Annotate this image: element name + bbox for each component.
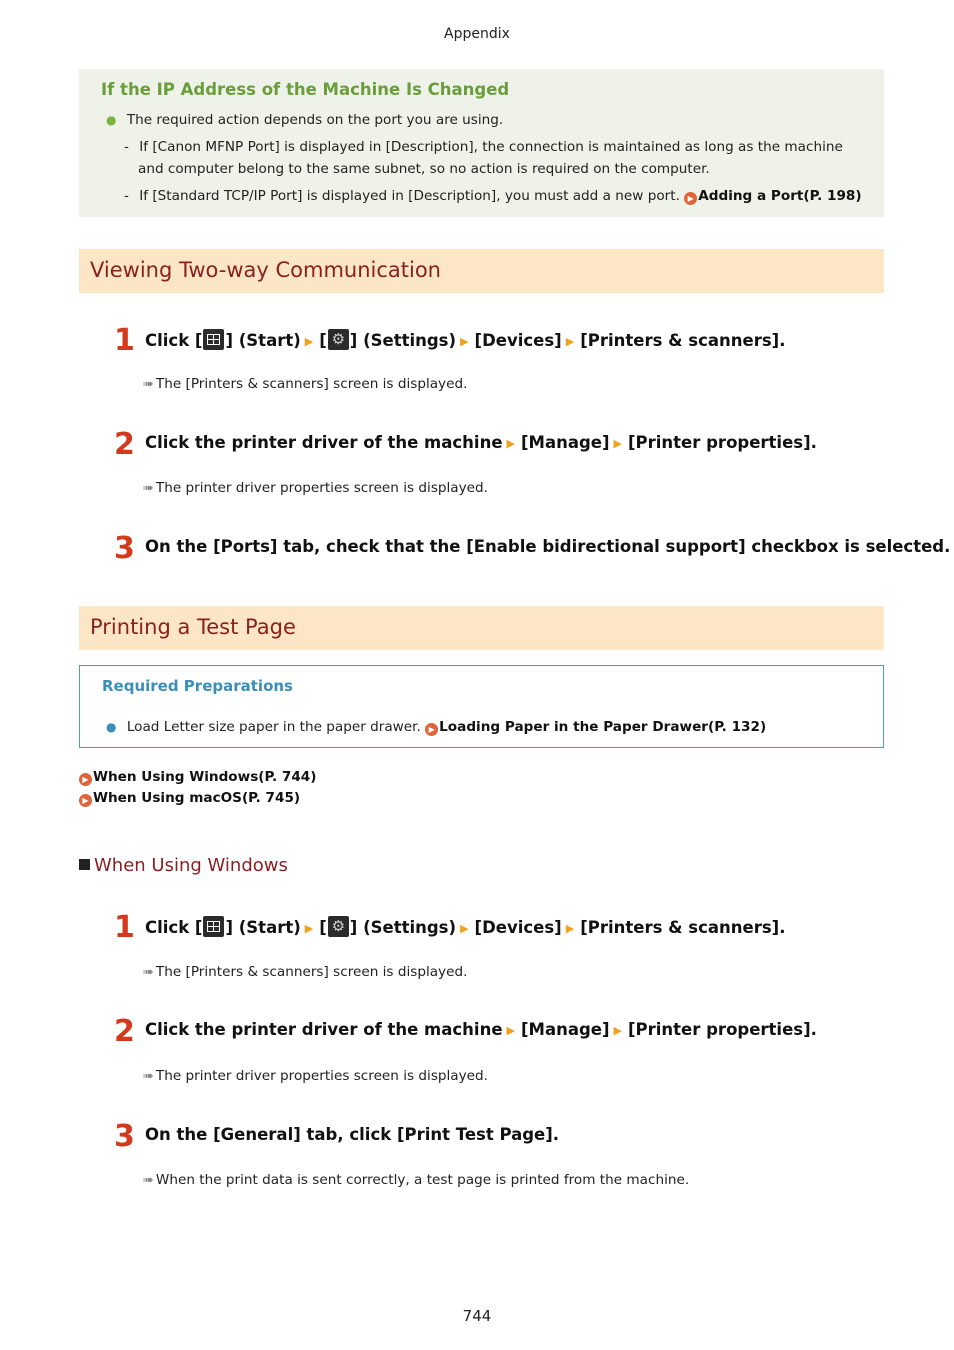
link-when-using-macos[interactable]: When Using macOS(P. 745) — [93, 790, 301, 806]
arrow-right-icon: ▶ — [460, 922, 469, 935]
link-when-macos-row — [79, 787, 300, 807]
step-start-text: ] (Start) — [225, 918, 301, 937]
step-result — [143, 480, 488, 496]
result-arrow-icon: ➠ — [143, 377, 154, 392]
step-result-text: The printer driver properties screen is displayed. — [155, 480, 488, 496]
note-sub-item-1 — [124, 139, 843, 155]
windows-start-icon — [203, 329, 224, 350]
note-sub-item-2 — [124, 188, 862, 205]
result-arrow-icon: ➠ — [143, 965, 154, 980]
note-sub1-line1: If [Canon MFNP Port] is displayed in [Description], the connection is maintained as long as the machine — [139, 139, 843, 155]
step-result-text: The [Printers & scanners] screen is displayed. — [155, 964, 468, 980]
result-arrow-icon: ➠ — [143, 481, 154, 496]
step-printers-text: [Printers & scanners]. — [580, 331, 786, 350]
step-result — [143, 964, 467, 980]
arrow-right-icon: ▶ — [565, 335, 575, 348]
subsection-heading — [79, 855, 288, 876]
step-number: 2 — [114, 427, 135, 462]
arrow-right-icon: ▶ — [613, 1024, 622, 1037]
step-result-text: The [Printers & scanners] screen is displayed. — [155, 376, 468, 392]
arrow-right-icon: ▶ — [460, 335, 469, 348]
step-click-text: Click [ — [145, 331, 203, 350]
note-bullet — [106, 112, 503, 128]
note-bullet-text: The required action depends on the port you are using. — [126, 112, 504, 128]
step-instruction — [145, 1020, 817, 1039]
step-printers-text: [Printers & scanners]. — [580, 918, 786, 937]
bullet-dot-icon: ● — [106, 720, 117, 734]
step-devices-text: [Devices] — [474, 331, 562, 350]
step-part3: [Printer properties]. — [627, 433, 817, 452]
step-settings-text: ] (Settings) — [349, 331, 457, 350]
link-loading-paper[interactable]: Loading Paper in the Paper Drawer(P. 132) — [439, 719, 767, 735]
arrow-right-icon: ▶ — [613, 437, 622, 450]
step-number: 3 — [114, 531, 135, 566]
step-instruction: On the [Ports] tab, check that the [Enable bidirectional support] checkbox is selected. — [145, 537, 951, 556]
dash-marker: - — [124, 139, 129, 155]
section-title-viewing: Viewing Two-way Communication — [90, 258, 441, 282]
arrow-right-icon: ▶ — [506, 1024, 515, 1037]
link-when-using-windows[interactable]: When Using Windows(P. 744) — [93, 769, 317, 785]
step-devices-text: [Devices] — [474, 918, 562, 937]
note-sub1-line2: and computer belong to the same subnet, so no action is required on the computer. — [138, 161, 710, 177]
step-number: 1 — [114, 910, 135, 945]
arrow-right-icon: ▶ — [304, 922, 314, 935]
step-result — [143, 1068, 488, 1084]
prep-bullet — [106, 719, 766, 736]
link-arrow-icon: ▶ — [425, 723, 438, 736]
note-title: If the IP Address of the Machine Is Changed — [101, 80, 510, 99]
step-result — [143, 376, 467, 392]
windows-start-icon — [203, 916, 224, 937]
link-arrow-icon: ▶ — [79, 794, 92, 807]
result-arrow-icon: ➠ — [143, 1173, 154, 1188]
bullet-dot-icon: ● — [106, 113, 117, 127]
arrow-right-icon: ▶ — [565, 922, 575, 935]
step-settings-text: ] (Settings) — [349, 918, 457, 937]
step-settings-open: [ — [319, 918, 327, 937]
step-instruction — [145, 329, 785, 350]
step-number: 2 — [114, 1014, 135, 1049]
step-click-text: Click [ — [145, 918, 203, 937]
step-part2: [Manage] — [520, 1020, 610, 1039]
link-when-windows-row — [79, 766, 316, 786]
step-result-text: When the print data is sent correctly, a test page is printed from the machine. — [155, 1172, 690, 1188]
running-header: Appendix — [444, 26, 510, 42]
step-part3: [Printer properties]. — [627, 1020, 817, 1039]
step-part1: Click the printer driver of the machine — [145, 1020, 503, 1039]
step-result — [143, 1172, 689, 1188]
note-sub2-text: If [Standard TCP/IP Port] is displayed in [Description], you must add a new port. — [139, 188, 680, 204]
step-instruction — [145, 433, 817, 452]
dash-marker: - — [124, 188, 129, 204]
arrow-right-icon: ▶ — [506, 437, 515, 450]
page-number: 744 — [462, 1307, 492, 1325]
square-bullet-icon — [79, 859, 90, 870]
step-number: 3 — [114, 1119, 135, 1154]
step-part1: Click the printer driver of the machine — [145, 433, 503, 452]
arrow-right-icon: ▶ — [304, 335, 314, 348]
step-start-text: ] (Start) — [225, 331, 301, 350]
subsection-heading-text: When Using Windows — [94, 855, 288, 876]
link-arrow-icon: ▶ — [79, 773, 92, 786]
step-result-text: The printer driver properties screen is displayed. — [155, 1068, 488, 1084]
step-part2: [Manage] — [520, 433, 610, 452]
link-adding-port[interactable]: Adding a Port(P. 198) — [698, 188, 862, 204]
step-instruction: On the [General] tab, click [Print Test Page]. — [145, 1125, 560, 1144]
step-settings-open: [ — [319, 331, 327, 350]
required-preparations-title: Required Preparations — [102, 677, 293, 695]
settings-gear-icon: ⚙ — [328, 329, 349, 350]
link-arrow-icon: ▶ — [684, 192, 697, 205]
section-title-printing: Printing a Test Page — [90, 615, 296, 639]
settings-gear-icon: ⚙ — [328, 916, 349, 937]
step-instruction — [145, 916, 785, 937]
prep-text: Load Letter size paper in the paper drawer. — [126, 719, 421, 735]
result-arrow-icon: ➠ — [143, 1069, 154, 1084]
step-number: 1 — [114, 323, 135, 358]
